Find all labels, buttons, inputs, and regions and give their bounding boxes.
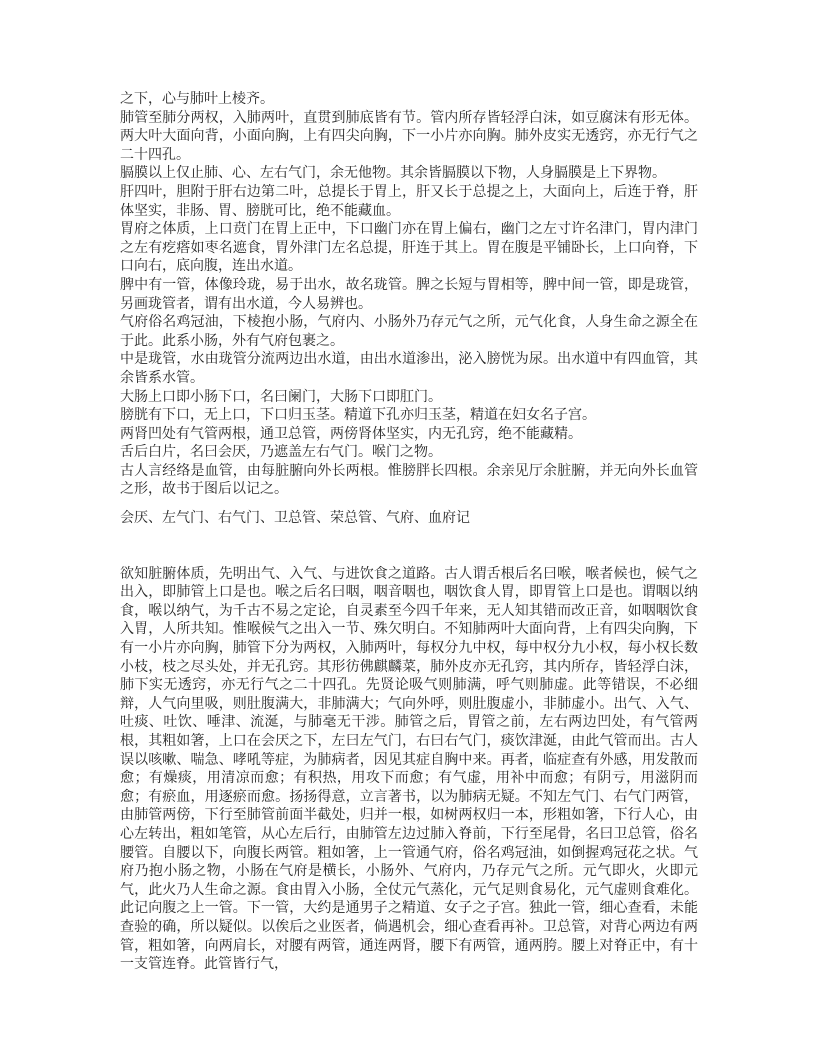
paragraph: 气府俗名鸡冠油，下棱抱小肠，气府内、小肠外乃存元气之所，元气化食，人身生命之源全在于此。此系小肠，外有气府包裹之。 [120, 315, 698, 349]
paragraph: 脾中有一管，体像玲珑，易于出水，故名珑管。脾之长短与胃相等，脾中间一管，即是珑管，另画珑管者，谓有出水道，今人易辨也。 [120, 277, 698, 312]
paragraph: 两肾凹处有气管两根，通卫总管，两傍肾体坚实，内无孔窍，绝不能藏精。 [120, 426, 582, 442]
paragraph: 膀胱有下口，无上口，下口归玉茎。精道下孔亦归玉茎，精道在妇女名子宫。 [120, 408, 596, 424]
paragraph: 胃府之体质，上口贲门在胃上正中，下口幽门亦在胃上偏右，幽门之左寸许名津门，胃内津门之左有疙瘩如枣名遮食，胃外津门左名总提，肝连于其上。胃在腹是平铺卧长，上口向脊，下口向右，底向腹，连出水道。 [120, 222, 698, 275]
paragraph: 肺管至肺分两权，入肺两叶，直贯到肺底皆有节。管内所存皆轻浮白沫，如豆腐沫有形无体。两大叶大面向背，小面向胸，上有四尖向胸，下一小片亦向胸。肺外皮实无透窍，亦无行气之二十四孔。 [120, 110, 698, 163]
paragraph: 之下，心与肺叶上棱齐。 [120, 92, 274, 107]
paragraph: 中是珑管，水由珑管分流两边出水道，由出水道渗出，泌入膀恍为尿。出水道中有四血管，其余皆系水管。 [120, 352, 698, 386]
paragraph: 舌后白片，名曰会厌，乃遮盖左右气门。喉门之物。 [120, 445, 442, 461]
paragraph: 肝四叶，胆附于肝右边第二叶，总提长于胃上，肝又长于总提之上，大面向上，后连于脊，肝体坚实，非肠、胃、膀胱可比，绝不能藏血。 [120, 184, 698, 219]
paragraph: 膈膜以上仅止肺、心、左右气门，余无他物。其余皆膈膜以下物，人身膈膜是上下界物。 [120, 166, 666, 182]
section-heading: 会厌、左气门、右气门、卫总管、荣总管、气府、血府记 [120, 511, 470, 527]
body-paragraph: 欲知脏腑体质，先明出气、入气、与进饮食之道路。古人谓舌根后名曰喉，喉者候也，候气之出入，即肺管上口是也。喉之后名曰咽，咽音咽也，咽饮食人胃，即胃管上口是也。谓咽以纳食，喉以纳气，为千古不易之定论，自灵素至今四千年来，无人知其错而改正音，如咽咽饮食入胃，人所共知。惟喉候气之出入一节、殊欠明白。不知肺两叶大面向背，上有四尖向胸，下有一小片亦向胸，肺管下分为两权，入肺两叶，每权分九中权，每中权分九小权，每小权长数小枝，枝之尽头处，并无孔窍。其形彷佛麒麟菜，肺外皮亦无孔窍，其内所存，皆轻浮白沫，肺下实无透窍，亦无行气之二十四孔。先贤论吸气则肺满，呼气则肺虚。此等错误，不必细辩，人气向里吸，则肚腹满大，非肺满大；气向外呼，则肚腹虚小，非肺虚小。出气、入气、吐痰、吐饮、唾津、流涎，与肺毫无干涉。肺管之后，胃管之前，左右两边凹处，有气管两根，其粗如箸，上口在会厌之下，左曰左气门，右曰右气门，痰饮津涎，由此气管而出。古人误以咳嗽、喘急、哮吼等症，为肺病者，因见其症自胸中来。再者，临症查有外感，用发散而愈；有燥痰，用清凉而愈；有积热，用攻下而愈；有气虚，用补中而愈；有阴亏，用滋阴而愈；有瘀血，用逐瘀而愈。扬扬得意，立言著书，以为肺病无疑。不知左气门、右气门两管，由肺管两傍，下行至肺管前面半截处，归并一根，如树两权归一本，形粗如箸，下行人心，由心左转出，粗如笔管，从心左后行，由肺管左边过肺入脊前，下行至尾骨，名曰卫总管，俗名腰管。自腰以下，向腹长两管。粗如箸，上一管通气府，俗名鸡冠油，如倒握鸡冠花之状。气府乃抱小肠之物，小肠在气府是横长，小肠外、气府内，乃存元气之所。元气即火，火即元气，此火乃人生命之源。食由胃入小肠，全仗元气蒸化，元气足则食易化，元气虚则食难化。此记向腹之上一管。下一管，大约是通男子之精道、女子之子宫。独此一管，细心查看，未能查验的确，所以疑似。以俟后之业医者，倘遇机会，细心查看再补。卫总管，对背心两边有两管，粗如箸，向两肩长，对腰有两管，通连两肾，腰下有两管，通两胯。腰上对脊正中，有十一支管连脊。此管皆行气， [120, 566, 698, 973]
paragraph: 古人言经络是血管，由每脏腑向外长两根。惟膀胖长四根。余亲见厅余脏腑，并无向外长血管之形，故书于图后以记之。 [120, 463, 698, 498]
paragraph: 大肠上口即小肠下口，名曰阑门，大肠下口即肛门。 [120, 389, 442, 405]
